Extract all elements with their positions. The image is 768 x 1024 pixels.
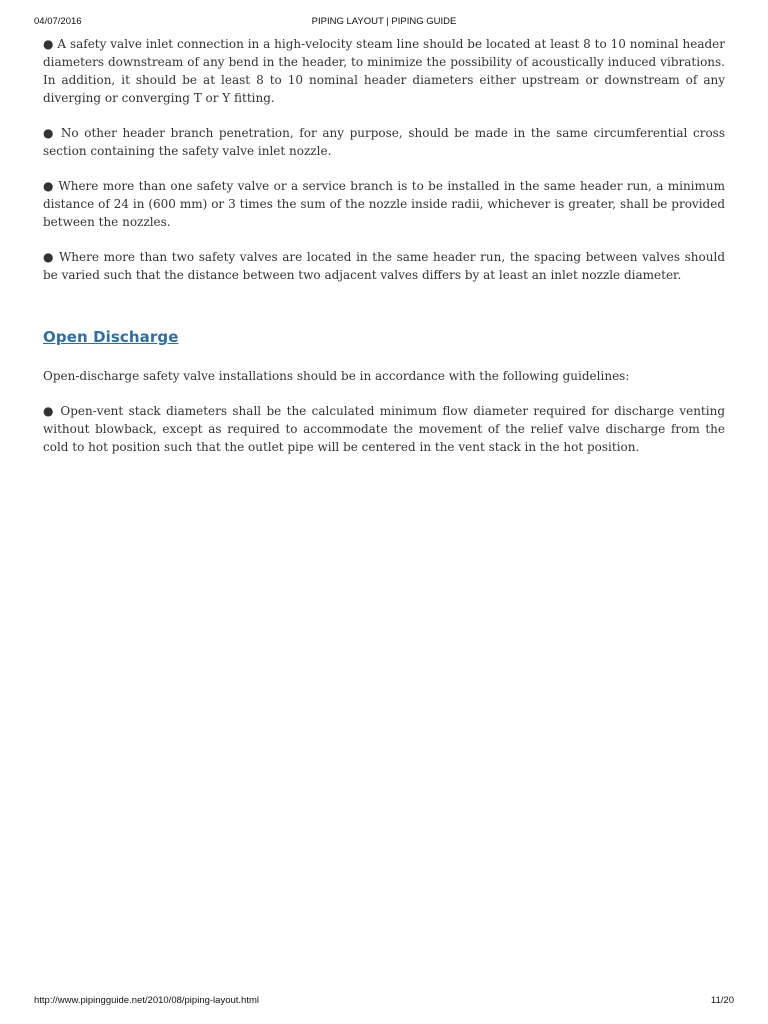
bullet-paragraph: ● Where more than two safety valves are located in the same header run, the spacing between valves should be varied such that the distance between two adjacent valves differs by at least an inlet nozzle diameter.: [43, 250, 725, 282]
bullet-paragraph: ● A safety valve inlet connection in a high-velocity steam line should be located at least 8 to 10 nominal header diameters downstream of any bend in the header, to minimize the possibility of acoustically induced vibrations. In addition, it should be at least 8 to 10 nominal header diameters either upstream or downstream of any diverging or converging T or Y fitting.: [43, 37, 725, 105]
print-date: 04/07/2016: [34, 16, 82, 27]
article-content: [43, 35, 725, 473]
page-number: 11/20: [710, 995, 734, 1006]
bullet-paragraph: ● Where more than one safety valve or a service branch is to be installed in the same header run, a minimum distance of 24 in (600 mm) or 3 times the sum of the nozzle inside radii, whichever is greater, shall be provided between the nozzles.: [43, 179, 725, 229]
bullet-paragraph: ● Open-vent stack diameters shall be the calculated minimum flow diameter required for discharge venting without blowback, except as required to accommodate the movement of the relief valve discharge from the cold to hot position such that the outlet pipe will be centered in the vent stack in the hot position.: [43, 404, 725, 454]
bullet-paragraph: ● No other header branch penetration, for any purpose, should be made in the same circumferential cross section containing the safety valve inlet nozzle.: [43, 126, 725, 158]
print-footer: [0, 995, 768, 1009]
source-url: http://www.pipingguide.net/2010/08/piping-layout.html: [34, 995, 259, 1006]
section-intro: Open-discharge safety valve installations should be in accordance with the following guidelines:: [43, 369, 630, 383]
print-header: [0, 16, 768, 30]
document-title: PIPING LAYOUT | PIPING GUIDE: [311, 16, 457, 27]
section-heading-open-discharge[interactable]: Open Discharge: [43, 328, 179, 346]
